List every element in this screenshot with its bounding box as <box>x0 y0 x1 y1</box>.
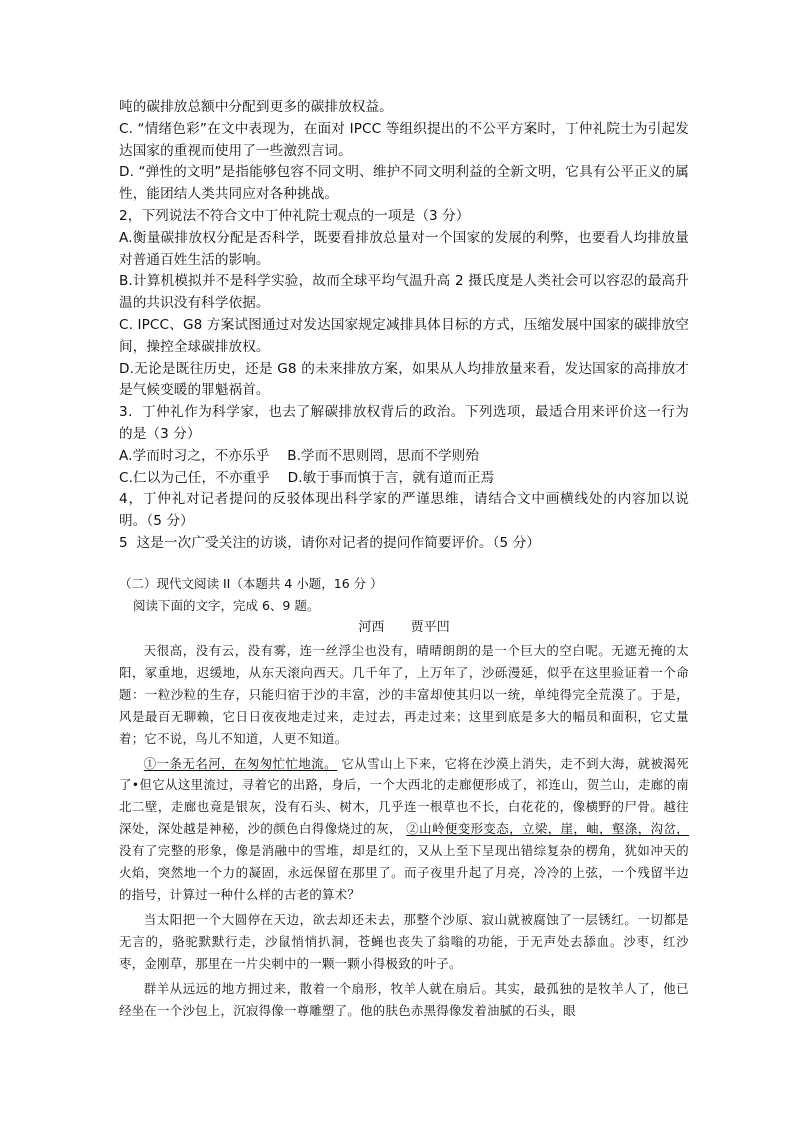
essay-body <box>119 640 689 1021</box>
question-2-option-a: A.衡量碳排放权分配是否科学，既要看排放总量对一个国家的发展的利弊，也要看人均排放量对普通百姓生活的影响。 <box>119 229 689 268</box>
option-d: D. “弹性的文明”是指能够包容不同文明、维护不同文明利益的全新文明，它具有公平正义的属性，能团结人类共同应对各种挑战。 <box>119 164 689 203</box>
essay-paragraph: 群羊从远远的地方拥过来，散着一个扇形，牧羊人就在扇后。其实，最孤独的是牧羊人了，他已经坐在一个沙包上，沉寂得像一尊雕塑了。他的肤色赤黑得像发着油腻的石头，眼 <box>119 980 689 1018</box>
section-instruction: 阅读下面的文字，完成 6、9 题。 <box>133 598 320 613</box>
option-c: C. “情绪色彩”在文中表现为，在面对 IPCC 等组织提出的不公平方案时，丁仲礼院士为引起发达国家的重视而使用了一些激烈言词。 <box>119 120 689 159</box>
question-2-option-d: D.无论是既往历史，还是 G8 的未来排放方案，如果从人均排放量来看，发达国家的高排放才是气候变暖的罪魁祸首。 <box>119 360 689 399</box>
question-2-option-b: B.计算机模拟并不是科学实验，故而全球平均气温升高 2 摄氏度是人类社会可以容忍的最高升温的共识没有科学依据。 <box>119 273 689 312</box>
essay-author: 贾平凹 <box>410 620 450 635</box>
section-heading: （二）现代文阅读 II（本题共 4 小题，16 分 ） <box>119 576 383 591</box>
essay-title-line <box>119 618 689 638</box>
question-3-options-cd: C.仁以为己任，不亦重乎 D.敏于事而慎于言，就有道而正焉 <box>119 469 495 486</box>
essay-text: 它从雪山上下来，它将在沙漠上消失，走不到大海，就被渴死了•但它从这里流过，寻着它的出路，身后，一个大西北的走廊便形成了，祁连山，贺兰山，走廊的南北二壁，走廊也竟是银灰，没有石头、树木，几乎连一根草也不长，白花花的，像横野的尸骨。越往深处，深处越是神秘，沙的颜色白得像烧过的灰， <box>119 755 689 837</box>
question-2: 2，下列说法不符合文中丁仲礼院士观点的一项是（3 分） <box>119 207 470 224</box>
essay-paragraph: 当太阳把一个大圆停在天边，欲去却还未去，那整个沙原、寂山就被腐蚀了一层锈红。一切都是无言的，骆驼默默行走，沙鼠悄悄扒洞，苍蝇也丧失了翁嗡的功能，于无声处去舔血。沙枣，红沙枣，金刚草，那里在一片尖刺中的一颗一颗小得极致的叶子。 <box>119 911 689 971</box>
question-options-block <box>119 97 689 555</box>
essay-paragraph <box>119 753 689 906</box>
essay-paragraph: 天很高，没有云，没有雾，连一丝浮尘也没有，晴晴朗朗的是一个巨大的空白呢。无遮无掩的太阳，冢重地，迟缓地，从东天滚向西天。几千年了，上万年了，沙砾漫延，似乎在这里验证着一个命题：一粒沙粒的生存，只能归宿于沙的丰富，沙的丰富却使其归以一统，单纯得完全荒漠了。于是，风是最百无聊赖，它日日夜夜地走过来，走过去，再走过来；这里到底是多大的幅员和面积，它丈量着；它不说，鸟儿不知道，人更不知道。 <box>119 643 689 746</box>
question-3: 3．丁仲礼作为科学家，也去了解碳排放权背后的政治。下列选项，最适合用来评价这一行为的是（3 分） <box>119 404 689 442</box>
essay-text: 没有了完整的形象，像是消融中的雪堆，却是红的，又从上至下呈现出错综复杂的楞角，犹如冲天的火焰，突然地一个力的凝固，永远保留在那里了。而子夜里升起了月亮，冷冷的上弦，一个残留半边的指号，计算过一种什么样的古老的算术？ <box>119 843 689 902</box>
underlined-sentence-1: ①一条无名河，在匆匆忙忙地流。 <box>143 755 337 771</box>
essay-title: 河西 <box>358 620 385 635</box>
question-3-options-ab: A.学而时习之，不亦乐乎 B.学而不思则罔，思而不学则殆 <box>119 447 480 464</box>
question-5: 5 这是一次广受关注的访谈，请你对记者的提问作简要评价。（5 分） <box>119 534 541 551</box>
question-4: 4，丁仲礼对记者提问的反驳体现出科学家的严谨思维，请结合文中画横线处的内容加以说明。（5 分） <box>119 491 689 530</box>
option-b-continuation: 吨的碳排放总额中分配到更多的碳排放权益。 <box>119 99 393 115</box>
question-2-option-c: C. IPCC、G8 方案试图通过对发达国家规定减排具体目标的方式，压缩发展中国家的碳排放空间，操控全球碳排放权。 <box>119 316 689 355</box>
underlined-sentence-2: ②山岭便变形变态，立梁，崖，岫，壑涤，沟岔， <box>406 821 689 837</box>
